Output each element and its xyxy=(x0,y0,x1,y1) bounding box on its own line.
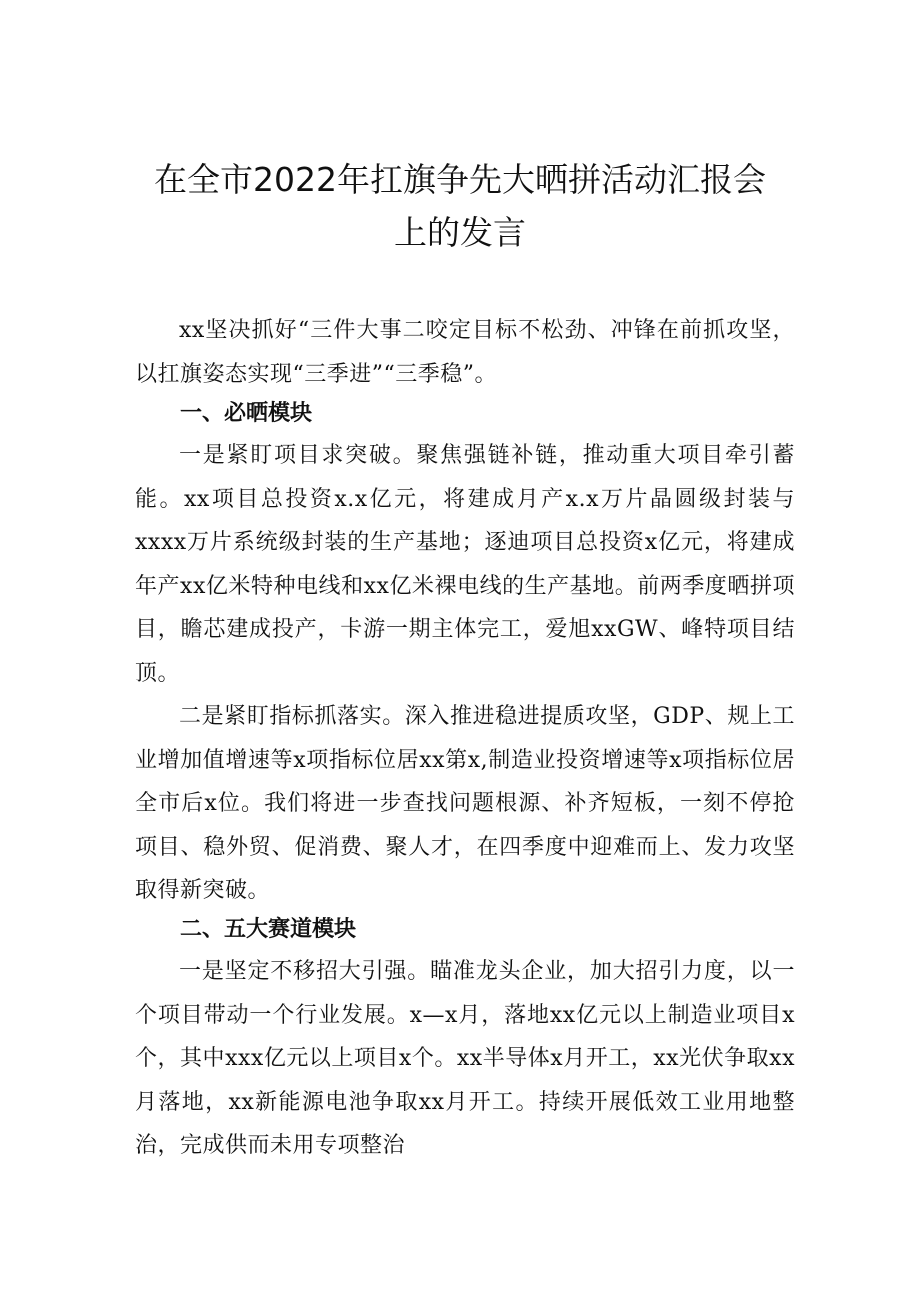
intro-paragraph: xx坚决抓好“三件大事二咬定目标不松劲、冲锋在前抓攻坚，以扛旗姿态实现“三季进”“三季稳”。 xyxy=(135,318,795,387)
intro-paragraph-block xyxy=(135,309,795,396)
section-1-paragraph-1: 一是紧盯项目求突破。聚焦强链补链，推动重大项目牵引蓄能。xx项目总投资x.x亿元，将建成月产x.x万片晶圆级封装与xxxx万片系统级封装的生产基地；逐迪项目总投资x亿元，将建成年产xx亿米特种电线和xx亿米裸电线的生产基地。前两季度晒拼项目，瞻芯建成投产，卡游一期主体完工，爱旭xxGW、峰特项目结顶。 xyxy=(135,443,795,686)
section-1-paragraph-2: 二是紧盯指标抓落实。深入推进稳进提质攻坚，GDP、规上工业增加值增速等x项指标位居xx第x,制造业投资增速等x项指标位居全市后x位。我们将进一步查找问题根源、补齐短板，一刻不停抢项目、稳外贸、促消费、聚人才，在四季度中迎难而上、发力攻坚取得新突破。 xyxy=(135,704,795,903)
section-1-paragraph-1-block xyxy=(135,434,795,695)
section-2-paragraph-1-block xyxy=(135,950,795,1168)
section-2-heading: 二、五大赛道模块 xyxy=(180,917,357,942)
document-title-line-1: 在全市2022年扛旗争先大晒拼活动汇报会 xyxy=(154,160,766,199)
section-1-heading: 一、必晒模块 xyxy=(180,401,313,426)
document-title-line-2: 上的发言 xyxy=(394,213,526,252)
section-1-paragraph-2-block xyxy=(135,695,795,913)
section-2-paragraph-1: 一是坚定不移招大引强。瞄准龙头企业，加大招引力度，以一个项目带动一个行业发展。x—x月，落地xx亿元以上制造业项目x个，其中xxx亿元以上项目x个。xx半导体x月开工，xx光伏争取xx月落地，xx新能源电池争取xx月开工。持续开展低效工业用地整治，完成供而未用专项整治 xyxy=(135,959,795,1158)
